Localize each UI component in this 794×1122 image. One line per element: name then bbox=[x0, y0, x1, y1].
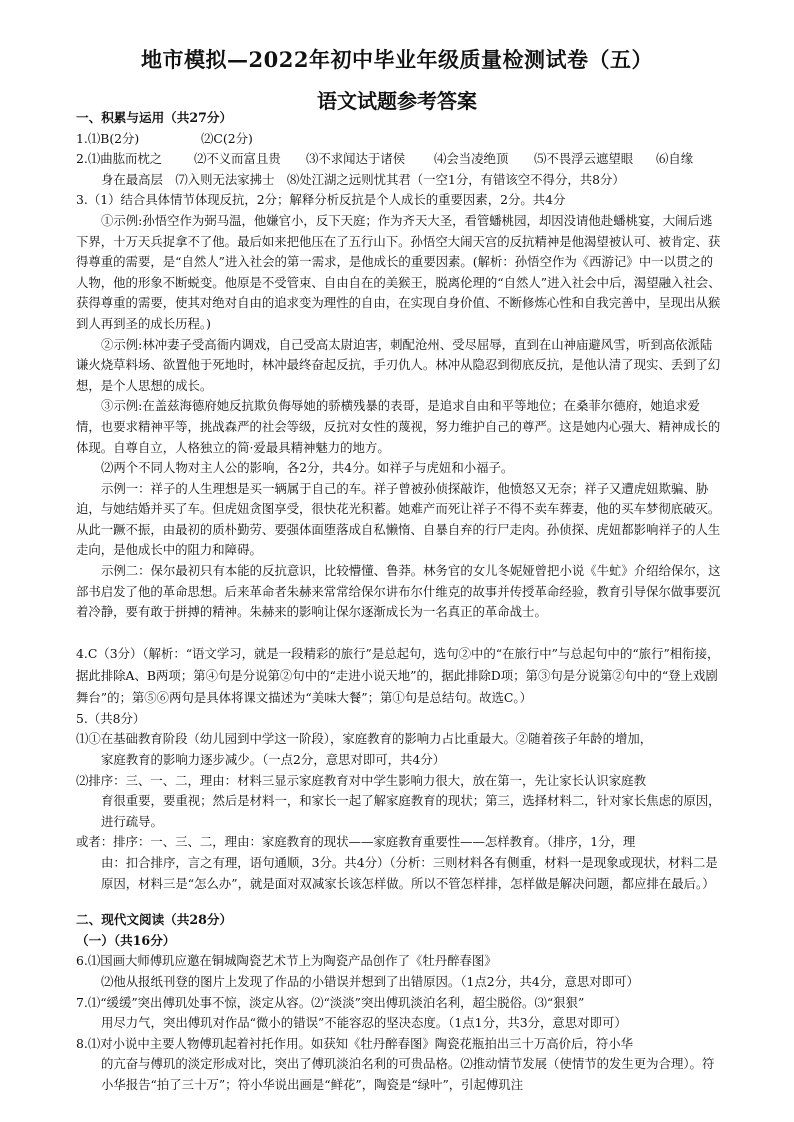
section-heading-1: 一、积累与运用（共27分） bbox=[76, 110, 233, 125]
answer-3-head: 3.（1）结合具体情节体现反抗，2分；解释分析反抗是个人成长的重要因素，2分。共4分 bbox=[76, 192, 566, 208]
answer-5-alt-line1: 或者：排序：一、三、二，理由：家庭教育的现状——家庭教育重要性——怎样教育。（排序，1分，理 bbox=[76, 834, 636, 850]
page-subtitle: 语文试题参考答案 bbox=[317, 89, 477, 113]
answer-5-part2-line2: 育很重要，要重视；然后是材料一，和家长一起了解家庭教育的现状；第三，选择材料二，针对家长焦虑的原因，进行疏导。 bbox=[101, 793, 721, 829]
answer-5-head: 5.（共8分） bbox=[76, 710, 146, 726]
answer-3-sample-2: 示例二：保尔最初只有本能的反抗意识，比较懵懂、鲁莽。林务官的女儿冬妮娅曾把小说《牛虻》介绍给保尔，这部书启发了他的革命思想。后来革命者朱赫来常常给保尔讲布尔什维克的故事并传授革命经验，教育引导保尔做事要沉着冷静，要有敢于拼搏的精神。朱赫来的影响让保尔逐渐成长为一名真正的革命战士。 bbox=[76, 563, 721, 620]
answer-2-item: ⑹自缘 bbox=[656, 151, 694, 167]
answer-2-item: ⑶不求闻达于诸侯 bbox=[306, 151, 406, 167]
answer-content bbox=[76, 108, 724, 1096]
answer-2-item: 2.⑴曲肱而枕之 bbox=[76, 151, 163, 167]
answer-2-item: ⑷会当凌绝顶 bbox=[434, 151, 509, 167]
answer-7a: 7.⑴“缓缓”突出傅玑处事不惊，淡定从容。⑵“淡淡”突出傅玑淡泊名利，超尘脱俗。⑶“狠狠” bbox=[76, 994, 585, 1010]
answer-1a: 1.⑴B(2分) bbox=[76, 130, 140, 146]
answer-3-part2: ⑵两个不同人物对主人公的影响，各2分，共4分。如祥子与虎妞和小福子。 bbox=[101, 460, 514, 476]
answer-2-line1 bbox=[76, 149, 724, 170]
subsection-heading-1: （一）（共16分） bbox=[76, 932, 176, 948]
page-title: 地市模拟—2022年初中毕业年级质量检测试卷（五） bbox=[141, 47, 653, 72]
answer-7b: 用尽力气，突出傅玑对作品“微小的错误”不能容忍的坚决态度。（1点1分，共3分，意思对即可） bbox=[101, 1015, 627, 1031]
answer-5-part2-line1: ⑵排序：三、一、二，理由：材料三显示家庭教育对中学生影响力很大，放在第一，先让家长认识家庭教 bbox=[76, 772, 646, 788]
answer-5-part1-line2: 家庭教育的影响力逐步减少。（一点2分，意思对即可，共4分） bbox=[101, 752, 446, 768]
section-heading-2: 二、现代文阅读（共28分） bbox=[76, 912, 233, 928]
answer-8a: 8.⑴对小说中主要人物傅玑起着衬托作用。如获知《牡丹醉春图》陶瓷花瓶拍出三十万高价后，符小华 bbox=[76, 1035, 634, 1051]
answer-2-item: ⑸不畏浮云遮望眼 bbox=[534, 151, 634, 167]
answer-3-example-2: ②示例:林冲妻子受高衙内调戏，自己受高太尉迫害，刺配沧州、受尽屈辱，直到在山神庙避风雪，听到高依派陆谦火烧草料场、欲置他于死地时，林冲最终奋起反抗，手刃仇人。林冲从隐忍到彻底反抗，是他认清了现实、丢到了幻想，是个人思想的成长。 bbox=[76, 336, 721, 393]
answer-2-line2: 身在最高层 ⑺入则无法家拂士 ⑻处江湖之远则忧其君（一空1分，有错该空不得分，共8分） bbox=[101, 171, 625, 187]
answer-4: 4.C（3分）（解析：“语文学习，就是一段精彩的旅行”是总起句，选句②中的“在旅行中”与总起句中的“旅行”相衔接，据此排除A、B两项；第④句是分说第②句中的“走进小说天地”的，据此排除D项；第③句是分说第②句中的“登上戏剧舞台”的；第⑤⑥两句是具体将课文描述为“美味大餐”；第①句是总结句。故选C。） bbox=[76, 645, 720, 705]
answer-8b: 的亢奋与傅玑的淡定形成对比，突出了傅玑淡泊名利的可贵品格。⑵推动情节发展（使情节的发生更为合理）。符小华报告“拍了三十万”；符小华说出画是“鲜花”，陶瓷是“绿叶”，引起傅玑注 bbox=[101, 1056, 715, 1092]
answer-6a: 6.⑴国画大师傅玑应邀在铜城陶瓷艺术节上为陶瓷产品创作了《牡丹醉春图》 bbox=[76, 953, 497, 969]
answer-3-example-1: ①示例:孙悟空作为弼马温，他嫌官小，反下天庭；作为齐天大圣，看管蟠桃园，却因没请他赴蟠桃宴，大闹后逃下界，十万天兵捉拿不了他。最后如来把他压在了五行山下。孙悟空大闹天宫的反抗精神是他渴望被认可、被肯定、获得尊重的需要，是“自然人”进入社会的第一需求，是他成长的重要因素。(解析：孙悟空作为《西游记》中一以贯之的人物，他的形象不断蜕变。他原是不受管束、自由自在的美猴王，脱离伦理的“自然人”进入社会中后，渴望融入社会、获得尊重的需要，使其对绝对自由的追求变为理性的自由，在实现自身价值、不断修炼心性和自我完善中，呈现出从猴到人再到圣的成长历程。) bbox=[76, 212, 721, 331]
answer-1b: ⑵C(2分) bbox=[201, 130, 253, 146]
answer-2-item: ⑵不义而富且贵 bbox=[194, 151, 281, 167]
answer-5-alt-line2: 由：扣合排序，言之有理，语句通顺，3分。共4分）（分析：三则材料各有侧重，材料一是现象或现状，材料二是原因，材料三是“怎么办”，就是面对双减家长该怎样做。所以不管怎样排，怎样做是解决问题，都应排在最后。） bbox=[101, 855, 718, 891]
answer-5-part1-line1: ⑴①在基础教育阶段（幼儿园到中学这一阶段），家庭教育的影响力占比重最大。②随着孩子年龄的增加， bbox=[76, 731, 653, 747]
answer-3-sample-1: 示例一：祥子的人生理想是买一辆属于自己的车。祥子曾被孙侦探敲诈，他愤怒又无奈；祥子又遭虎妞欺骗、胁迫，与她结婚并买了车。但虎妞贪图享受，很快花光积蓄。她难产而死让祥子不得不卖车葬妻，他的买车梦彻底破灭。从此一蹶不振，由最初的质朴勤劳、要强体面堕落成自私懒惰、自暴自弃的行尸走肉。孙侦探、虎妞都影响祥子的人生走向，是他成长中的阻力和障碍。 bbox=[76, 480, 721, 558]
answer-1 bbox=[76, 129, 724, 150]
answer-3-example-3: ③示例:在盖兹海德府她反抗欺负侮辱她的骄横残暴的表哥，是追求自由和平等地位；在桑菲尔德府，她追求爱情，也要求精神平等，挑战森严的社会等级，反抗对女性的蔑视，努力维护自己的尊严。这是她内心强大、精神成长的体现。自尊自立，人格独立的简·爱最具精神魅力的地方。 bbox=[76, 398, 721, 455]
answer-6b: ⑵他从报纸刊登的图片上发现了作品的小错误并想到了出错原因。（1点2分，共4分，意思对即可） bbox=[101, 973, 639, 989]
